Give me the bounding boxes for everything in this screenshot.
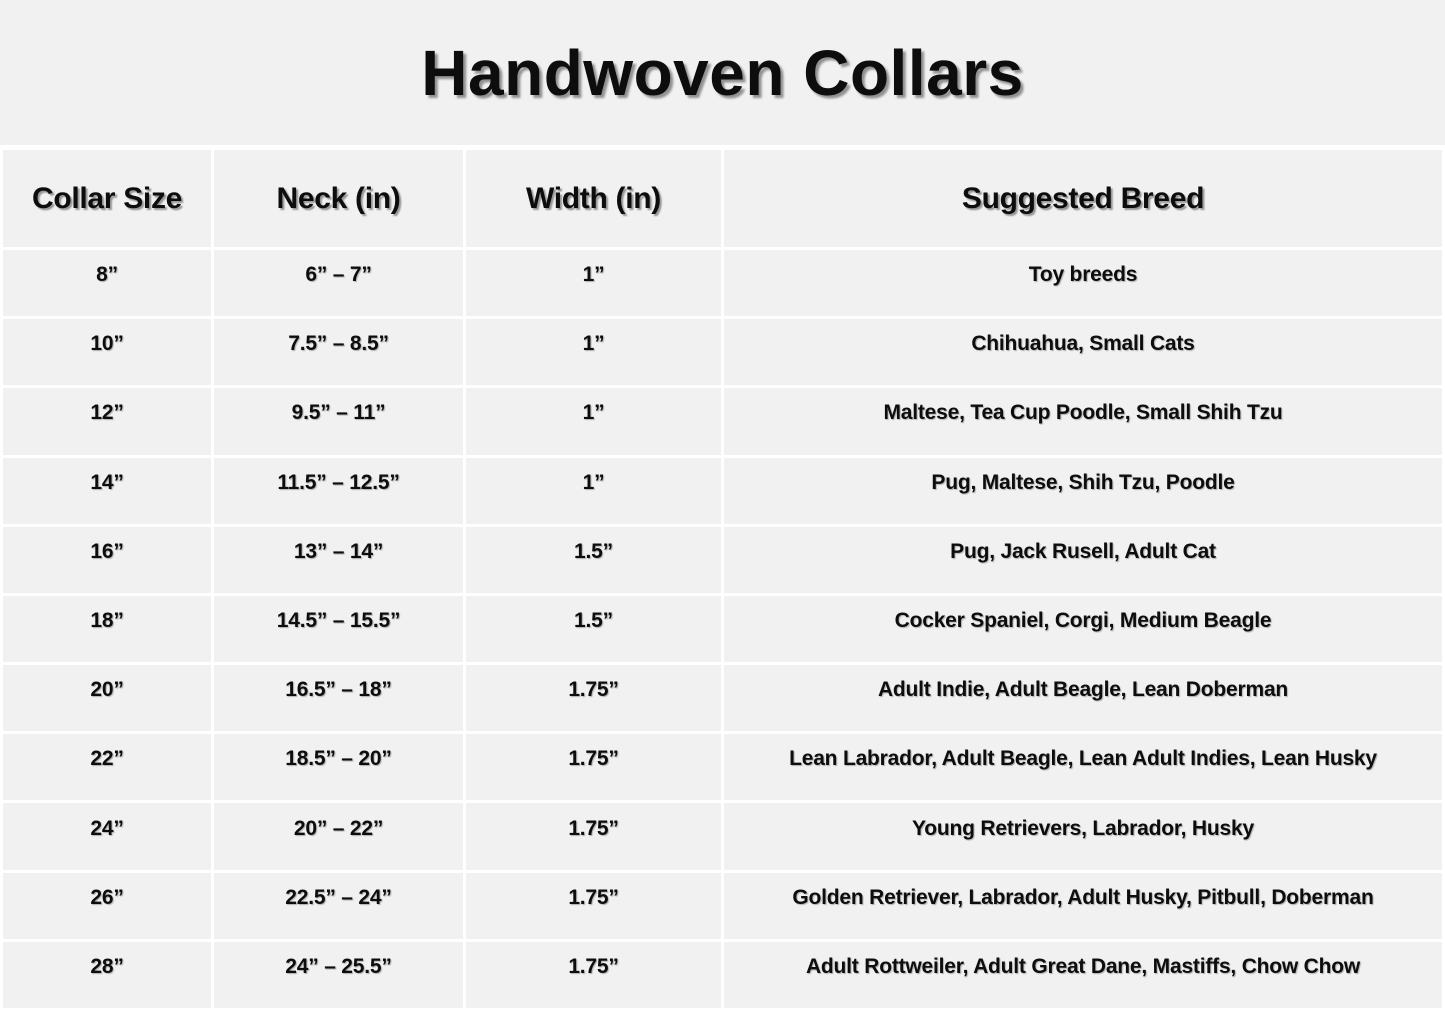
cell-collar-size: 14”	[3, 458, 211, 524]
cell-width: 1.75”	[466, 803, 721, 869]
cell-neck-range: 22.5” – 24”	[214, 873, 463, 939]
cell-neck-range: 11.5” – 12.5”	[214, 458, 463, 524]
cell-neck-range: 13” – 14”	[214, 527, 463, 593]
page-title: Handwoven Collars	[421, 36, 1024, 109]
cell-neck-range: 16.5” – 18”	[214, 665, 463, 731]
cell-suggested-breed: Golden Retriever, Labrador, Adult Husky, Pitbull, Doberman	[724, 873, 1442, 939]
cell-collar-size: 24”	[3, 803, 211, 869]
cell-neck-range: 18.5” – 20”	[214, 734, 463, 800]
cell-suggested-breed: Toy breeds	[724, 250, 1442, 316]
cell-width: 1”	[466, 458, 721, 524]
column-header-suggested-breed: Suggested Breed	[724, 150, 1442, 247]
cell-neck-range: 14.5” – 15.5”	[214, 596, 463, 662]
size-table	[0, 150, 1445, 1010]
cell-neck-range: 24” – 25.5”	[214, 942, 463, 1008]
cell-width: 1”	[466, 319, 721, 385]
cell-collar-size: 12”	[3, 388, 211, 454]
cell-suggested-breed: Pug, Jack Rusell, Adult Cat	[724, 527, 1442, 593]
column-header-width: Width (in)	[466, 150, 721, 247]
cell-width: 1.75”	[466, 734, 721, 800]
cell-suggested-breed: Cocker Spaniel, Corgi, Medium Beagle	[724, 596, 1442, 662]
cell-collar-size: 18”	[3, 596, 211, 662]
cell-width: 1”	[466, 250, 721, 316]
column-header-neck: Neck (in)	[214, 150, 463, 247]
cell-neck-range: 9.5” – 11”	[214, 388, 463, 454]
cell-collar-size: 20”	[3, 665, 211, 731]
cell-suggested-breed: Young Retrievers, Labrador, Husky	[724, 803, 1442, 869]
cell-collar-size: 16”	[3, 527, 211, 593]
cell-width: 1”	[466, 388, 721, 454]
cell-collar-size: 22”	[3, 734, 211, 800]
cell-collar-size: 28”	[3, 942, 211, 1008]
cell-neck-range: 20” – 22”	[214, 803, 463, 869]
cell-width: 1.5”	[466, 527, 721, 593]
cell-collar-size: 8”	[3, 250, 211, 316]
cell-suggested-breed: Pug, Maltese, Shih Tzu, Poodle	[724, 458, 1442, 524]
cell-collar-size: 26”	[3, 873, 211, 939]
title-block	[0, 0, 1445, 145]
cell-suggested-breed: Adult Rottweiler, Adult Great Dane, Mastiffs, Chow Chow	[724, 942, 1442, 1008]
column-header-collar-size: Collar Size	[3, 150, 211, 247]
cell-suggested-breed: Lean Labrador, Adult Beagle, Lean Adult Indies, Lean Husky	[724, 734, 1442, 800]
cell-width: 1.5”	[466, 596, 721, 662]
cell-neck-range: 7.5” – 8.5”	[214, 319, 463, 385]
cell-suggested-breed: Adult Indie, Adult Beagle, Lean Doberman	[724, 665, 1442, 731]
cell-collar-size: 10”	[3, 319, 211, 385]
cell-width: 1.75”	[466, 873, 721, 939]
cell-suggested-breed: Maltese, Tea Cup Poodle, Small Shih Tzu	[724, 388, 1442, 454]
cell-suggested-breed: Chihuahua, Small Cats	[724, 319, 1442, 385]
cell-width: 1.75”	[466, 665, 721, 731]
cell-neck-range: 6” – 7”	[214, 250, 463, 316]
cell-width: 1.75”	[466, 942, 721, 1008]
